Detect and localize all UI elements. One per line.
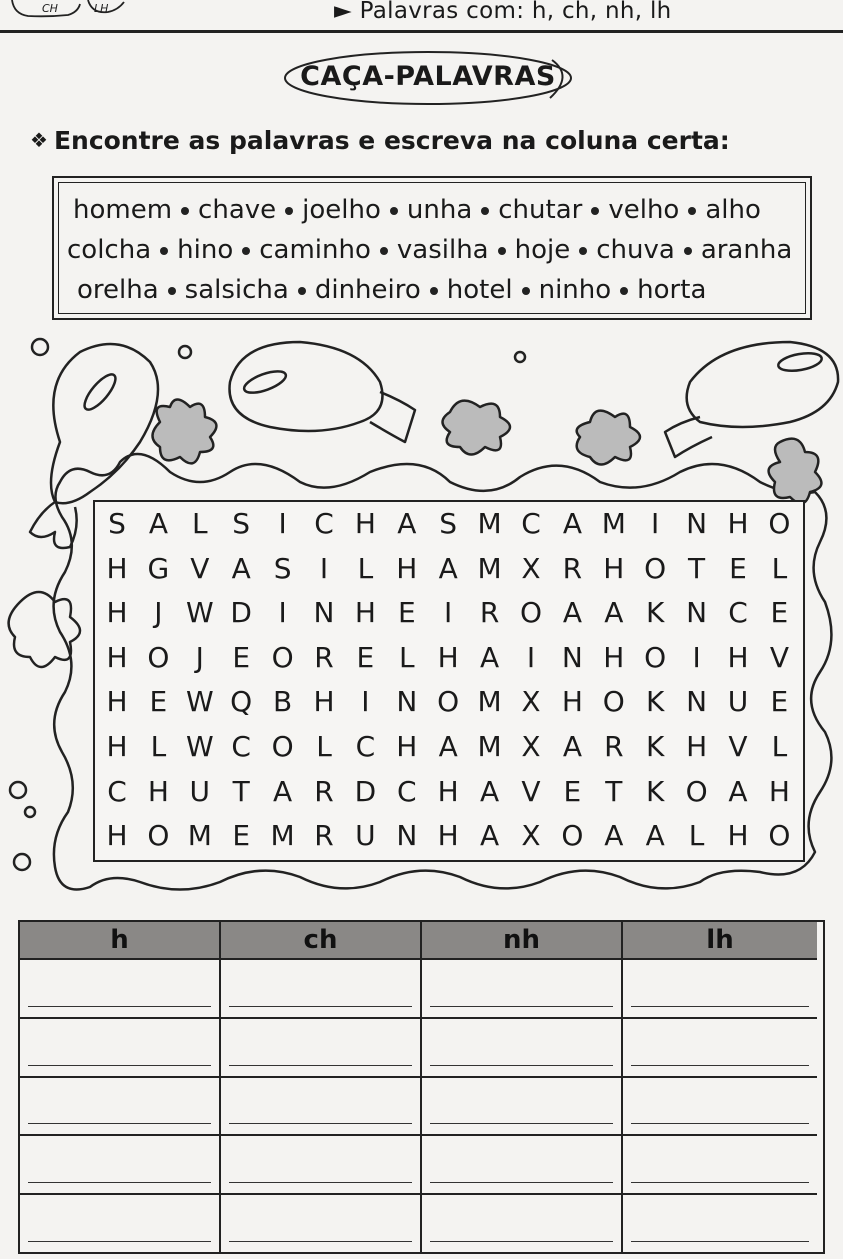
grid-letter[interactable]: H	[437, 819, 459, 853]
grid-letter[interactable]: E	[770, 685, 789, 719]
grid-letter[interactable]: O	[768, 819, 791, 853]
grid-letter[interactable]: O	[602, 685, 625, 719]
word-bank-word: alho	[705, 195, 761, 225]
word-bank-word: homem	[73, 195, 173, 225]
word-search-grid	[93, 500, 805, 862]
answer-blank-line[interactable]	[229, 1182, 412, 1183]
word-bank-line	[77, 275, 805, 305]
bullet-dot-icon	[591, 207, 599, 215]
grid-letter[interactable]: M	[187, 819, 212, 853]
bullet-dot-icon	[390, 207, 398, 215]
answer-cell-h[interactable]	[20, 1193, 221, 1252]
grid-letter[interactable]: N	[686, 685, 708, 719]
grid-letter[interactable]: J	[154, 596, 163, 630]
answer-blank-line[interactable]	[430, 1006, 613, 1007]
grid-letter[interactable]: A	[604, 819, 624, 853]
bullet-dot-icon	[242, 247, 250, 255]
grid-letter[interactable]: N	[396, 685, 418, 719]
grid-letter[interactable]: A	[480, 774, 500, 808]
grid-letter[interactable]: H	[603, 551, 625, 585]
grid-letter[interactable]: M	[270, 819, 295, 853]
answer-cell-ch[interactable]	[221, 1076, 422, 1135]
answer-blank-line[interactable]	[229, 1065, 412, 1066]
grid-letter[interactable]: A	[438, 551, 458, 585]
grid-letter[interactable]: H	[396, 730, 418, 763]
grid-letter[interactable]: E	[356, 640, 375, 674]
answer-cell-nh[interactable]	[422, 1193, 623, 1252]
grid-letter[interactable]: I	[361, 685, 370, 719]
grid-letter[interactable]: K	[646, 596, 665, 630]
answer-cell-nh[interactable]	[422, 958, 623, 1017]
answer-cell-lh[interactable]	[623, 1134, 817, 1193]
grid-letter[interactable]: A	[480, 819, 500, 853]
grid-letter[interactable]: M	[601, 507, 626, 540]
answer-blank-line[interactable]	[631, 1123, 809, 1124]
splat-left	[153, 400, 217, 464]
grid-letter[interactable]: R	[314, 640, 334, 674]
grid-letter[interactable]: O	[644, 640, 667, 674]
word-bank-word: vasilha	[396, 235, 489, 265]
grid-letter[interactable]: O	[768, 507, 791, 540]
column-header-lh: lh	[623, 922, 817, 958]
grid-letter[interactable]: H	[106, 685, 128, 719]
grid-letter[interactable]: W	[185, 685, 214, 719]
bullet-dot-icon	[430, 287, 438, 295]
word-bank-word: aranha	[700, 235, 793, 265]
bullet-dot-icon	[684, 247, 692, 255]
grid-letter[interactable]: O	[561, 819, 584, 853]
bullet-dot-icon	[160, 247, 168, 255]
answer-blank-line[interactable]	[229, 1006, 412, 1007]
diamond-bullet-icon: ❖	[30, 128, 48, 152]
grid-letter[interactable]: C	[728, 596, 748, 630]
grid-letter[interactable]: V	[728, 730, 748, 763]
grid-letter[interactable]: M	[477, 730, 502, 763]
grid-letter[interactable]: H	[106, 640, 128, 674]
grid-letter[interactable]: A	[273, 774, 293, 808]
answer-blank-line[interactable]	[430, 1123, 613, 1124]
grid-letter[interactable]: O	[147, 640, 170, 674]
word-bank-word: unha	[406, 195, 473, 225]
grid-letter[interactable]: L	[688, 819, 705, 853]
grid-letter[interactable]: L	[357, 551, 374, 585]
answer-blank-line[interactable]	[631, 1182, 809, 1183]
grid-letter[interactable]: R	[314, 819, 334, 853]
grid-letter[interactable]: W	[185, 596, 214, 630]
grid-letter[interactable]: M	[477, 507, 502, 540]
answer-cell-ch[interactable]	[221, 958, 422, 1017]
word-bank-inner-border	[58, 182, 806, 314]
answer-cell-ch[interactable]	[221, 1017, 422, 1076]
grid-letter[interactable]: W	[185, 730, 214, 763]
grid-letter[interactable]: V	[190, 551, 210, 585]
answer-blank-line[interactable]	[28, 1006, 211, 1007]
corner-label-ch: CH	[42, 2, 58, 15]
grid-letter[interactable]: U	[727, 685, 749, 719]
grid-letter[interactable]: H	[686, 730, 708, 763]
grid-letter[interactable]: X	[521, 819, 541, 853]
grid-letter[interactable]: E	[397, 596, 416, 630]
answer-blank-line[interactable]	[430, 1065, 613, 1066]
corner-label-lh: LH	[94, 2, 109, 15]
grid-letter[interactable]: H	[106, 596, 128, 630]
grid-letter[interactable]: H	[313, 685, 335, 719]
topic-header: ► Palavras com: h, ch, nh, lh	[334, 0, 672, 24]
grid-letter[interactable]: H	[106, 730, 128, 763]
answer-cell-ch[interactable]	[221, 1193, 422, 1252]
grid-letter[interactable]: X	[521, 685, 541, 719]
answer-cell-lh[interactable]	[623, 1076, 817, 1135]
bullet-dot-icon	[298, 287, 306, 295]
grid-letter[interactable]: N	[561, 640, 583, 674]
grid-letter[interactable]: C	[397, 774, 417, 808]
grid-letter[interactable]: H	[147, 774, 169, 808]
grid-letter[interactable]: H	[437, 640, 459, 674]
grid-letter[interactable]: L	[398, 640, 415, 674]
grid-letter[interactable]: U	[355, 819, 376, 853]
bullet-dot-icon	[522, 287, 530, 295]
answer-blank-line[interactable]	[28, 1065, 211, 1066]
grid-letter[interactable]: I	[651, 507, 660, 540]
column-header-nh: nh	[422, 922, 623, 958]
corner-logo	[8, 0, 128, 22]
grid-letter[interactable]: N	[313, 596, 335, 630]
answer-cell-ch[interactable]	[221, 1134, 422, 1193]
answer-blank-line[interactable]	[631, 1065, 809, 1066]
grid-letter[interactable]: L	[191, 507, 208, 540]
grid-letter[interactable]: C	[231, 730, 251, 763]
grid-letter[interactable]: H	[106, 551, 128, 585]
word-bank-word: hino	[177, 235, 234, 265]
grid-letter[interactable]: K	[646, 774, 665, 808]
grid-letter[interactable]: K	[646, 685, 665, 719]
grid-letter[interactable]: C	[355, 730, 376, 763]
answer-blank-line[interactable]	[28, 1123, 211, 1124]
grid-letter[interactable]: I	[692, 640, 701, 674]
column-header-h: h	[20, 922, 221, 958]
left-drumstick	[51, 344, 158, 503]
word-bank-word: ninho	[538, 275, 612, 305]
word-bank-word: chuva	[596, 235, 675, 265]
title-badge	[282, 48, 574, 110]
answer-blank-line[interactable]	[229, 1241, 412, 1242]
word-bank-word: hotel	[446, 275, 513, 305]
answer-blank-line[interactable]	[229, 1123, 412, 1124]
answer-cell-lh[interactable]	[623, 1017, 817, 1076]
grid-letter[interactable]: O	[147, 819, 170, 853]
grid-letter[interactable]: C	[521, 507, 541, 540]
grid-letter[interactable]: I	[319, 551, 329, 585]
grid-letter[interactable]: K	[646, 730, 665, 763]
grid-row	[95, 680, 803, 724]
answer-blank-line[interactable]	[631, 1006, 809, 1007]
grid-letter[interactable]: H	[396, 551, 418, 585]
splat-center	[443, 401, 511, 455]
splat-bottom-left	[9, 592, 80, 667]
grid-letter[interactable]: A	[480, 640, 500, 674]
grid-letter[interactable]: O	[644, 551, 667, 585]
grid-row	[95, 636, 803, 680]
grid-letter[interactable]: G	[147, 551, 170, 585]
grid-row	[95, 547, 803, 591]
grid-letter[interactable]: D	[354, 774, 377, 808]
word-bank-word: hoje	[514, 235, 571, 265]
grid-letter[interactable]: Q	[230, 685, 253, 719]
bullet-dot-icon	[620, 287, 628, 295]
grid-letter[interactable]: B	[272, 685, 293, 719]
grid-letter[interactable]: O	[437, 685, 460, 719]
grid-letter[interactable]: S	[232, 507, 251, 540]
grid-letter[interactable]: L	[316, 730, 332, 763]
answer-blank-line[interactable]	[28, 1182, 211, 1183]
grid-letter[interactable]: I	[444, 596, 453, 630]
grid-letter[interactable]: J	[195, 640, 204, 674]
word-bank-word: caminho	[259, 235, 371, 265]
grid-letter[interactable]: H	[727, 819, 749, 853]
splat-far-right	[769, 439, 822, 504]
bullet-dot-icon	[481, 207, 489, 215]
grid-letter[interactable]: T	[232, 774, 250, 808]
grid-letter[interactable]: R	[479, 596, 500, 630]
grid-letter[interactable]: X	[521, 730, 541, 763]
grid-letter[interactable]: I	[526, 640, 536, 674]
word-bank-word: horta	[637, 275, 707, 305]
answer-cell-h[interactable]	[20, 1134, 221, 1193]
grid-letter[interactable]: H	[437, 774, 459, 808]
grid-letter[interactable]: N	[686, 507, 708, 540]
grid-letter[interactable]: A	[438, 730, 458, 763]
grid-letter[interactable]: A	[231, 551, 251, 585]
grid-letter[interactable]: R	[314, 774, 334, 808]
bullet-dot-icon	[168, 287, 176, 295]
grid-letter[interactable]: A	[148, 507, 168, 540]
answer-table	[18, 920, 825, 1254]
grid-letter[interactable]: H	[768, 774, 790, 808]
grid-letter[interactable]: O	[685, 774, 708, 808]
splat-right	[577, 411, 640, 465]
grid-letter[interactable]: E	[149, 685, 168, 719]
word-bank-line	[67, 235, 805, 265]
word-bank-line	[73, 195, 805, 225]
grid-letter[interactable]: H	[354, 507, 376, 540]
grid-letter[interactable]: S	[108, 507, 126, 540]
grid-letter[interactable]: E	[232, 819, 251, 853]
grid-letter[interactable]: O	[271, 640, 294, 674]
answer-cell-h[interactable]	[20, 958, 221, 1017]
grid-letter[interactable]: L	[150, 730, 167, 763]
answer-cell-h[interactable]	[20, 1076, 221, 1135]
grid-letter[interactable]: C	[314, 507, 334, 540]
grid-letter[interactable]: D	[230, 596, 252, 630]
grid-row	[95, 770, 803, 814]
grid-letter[interactable]: A	[562, 507, 582, 540]
page-title: CAÇA-PALAVRAS	[300, 61, 556, 92]
grid-row	[95, 502, 803, 546]
instruction-text: Encontre as palavras e escreva na coluna certa:	[53, 126, 730, 155]
answer-blank-line[interactable]	[28, 1241, 211, 1242]
grid-letter[interactable]: S	[439, 507, 458, 540]
grid-letter[interactable]: O	[271, 730, 294, 763]
grid-letter[interactable]: A	[397, 507, 417, 540]
grid-letter[interactable]: O	[519, 596, 543, 630]
bullet-dot-icon	[380, 247, 388, 255]
bullet-dot-icon	[285, 207, 293, 215]
grid-letter[interactable]: T	[605, 774, 623, 808]
grid-letter[interactable]: I	[278, 596, 287, 630]
answer-cell-nh[interactable]	[422, 1017, 623, 1076]
grid-letter[interactable]: L	[771, 730, 788, 763]
word-bank-word: chave	[198, 195, 277, 225]
grid-letter[interactable]: N	[686, 596, 708, 630]
word-bank-word: joelho	[302, 195, 381, 225]
grid-letter[interactable]: U	[189, 774, 211, 808]
grid-letter[interactable]: V	[521, 774, 541, 808]
answer-blank-line[interactable]	[430, 1182, 613, 1183]
grid-letter[interactable]: H	[354, 596, 376, 630]
answer-cell-nh[interactable]	[422, 1134, 623, 1193]
grid-letter[interactable]: M	[477, 685, 502, 719]
answer-cell-h[interactable]	[20, 1017, 221, 1076]
grid-letter[interactable]: I	[278, 507, 287, 540]
grid-letter[interactable]: X	[521, 551, 541, 585]
grid-letter[interactable]: V	[769, 640, 789, 674]
bullet-dot-icon	[579, 247, 587, 255]
word-bank-word: dinheiro	[314, 275, 421, 305]
grid-letter[interactable]: T	[688, 551, 706, 585]
grid-letter[interactable]: H	[603, 640, 625, 674]
bullet-dot-icon	[498, 247, 506, 255]
word-bank-word: velho	[608, 195, 680, 225]
answer-blank-line[interactable]	[631, 1241, 809, 1242]
grid-letter[interactable]: H	[106, 819, 128, 853]
bullet-dot-icon	[688, 207, 696, 215]
word-bank	[52, 176, 812, 320]
grid-letter[interactable]: A	[728, 774, 748, 808]
grid-letter[interactable]: R	[604, 730, 624, 763]
grid-letter[interactable]: L	[771, 551, 788, 585]
grid-letter[interactable]: A	[645, 819, 665, 853]
word-bank-word: orelha	[77, 275, 159, 305]
grid-letter[interactable]: E	[729, 551, 747, 585]
answer-cell-nh[interactable]	[422, 1076, 623, 1135]
grid-letter[interactable]: H	[727, 507, 749, 540]
grid-letter[interactable]: S	[273, 551, 292, 585]
grid-letter[interactable]: A	[562, 596, 582, 630]
grid-letter[interactable]: M	[477, 551, 502, 585]
header-rule	[0, 30, 843, 33]
grid-letter[interactable]: E	[232, 640, 251, 674]
instruction	[30, 126, 730, 155]
column-header-ch: ch	[221, 922, 422, 958]
answer-blank-line[interactable]	[430, 1241, 613, 1242]
grid-row	[95, 725, 803, 769]
grid-letter[interactable]: R	[562, 551, 583, 585]
grid-letter[interactable]: A	[604, 596, 624, 630]
grid-letter[interactable]: C	[107, 774, 127, 808]
grid-letter[interactable]: E	[563, 774, 582, 808]
word-bank-word: salsicha	[184, 275, 289, 305]
grid-letter[interactable]: A	[562, 730, 582, 763]
grid-letter[interactable]: E	[770, 596, 789, 630]
grid-letter[interactable]: N	[396, 819, 418, 853]
answer-cell-lh[interactable]	[623, 958, 817, 1017]
word-bank-word: chutar	[498, 195, 583, 225]
grid-letter[interactable]: H	[727, 640, 749, 674]
grid-row	[95, 814, 803, 858]
word-bank-word: colcha	[67, 235, 152, 265]
grid-letter[interactable]: H	[561, 685, 583, 719]
grid-row	[95, 591, 803, 635]
center-drumstick	[230, 342, 383, 431]
bullet-dot-icon	[181, 207, 189, 215]
answer-cell-lh[interactable]	[623, 1193, 817, 1252]
